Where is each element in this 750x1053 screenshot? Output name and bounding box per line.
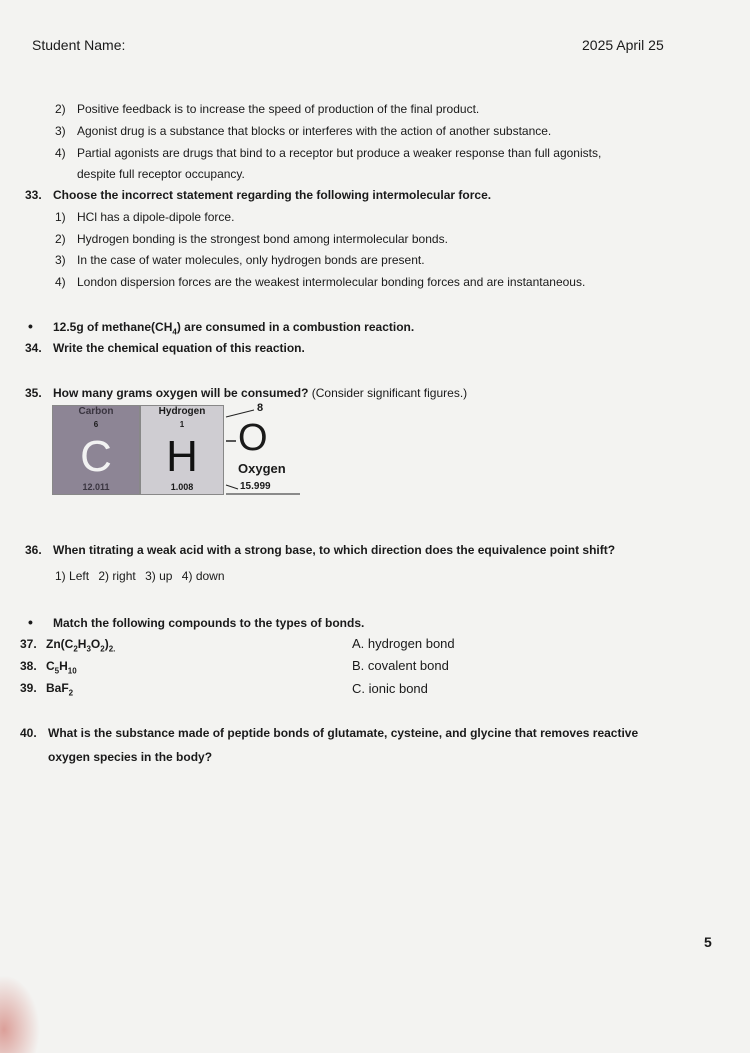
methane-statement [28,318,414,336]
question-33 [25,188,491,202]
element-symbol: O [238,417,268,459]
question-number: 37. [20,637,37,651]
option-number: 2) [55,102,66,116]
bullet-icon: • [28,318,33,334]
question-text: How many grams oxygen will be consumed? [53,386,309,400]
prev-option-4 [55,146,601,160]
atomic-number: 6 [93,420,99,429]
methane-subscript: 4 [172,327,177,337]
question-35 [25,386,467,400]
q33-option-4 [55,275,585,289]
tile-edge-line [226,410,254,417]
option-text: down [195,569,225,583]
hydrogen-tile [140,405,224,495]
bullet-icon: • [28,614,33,630]
option-text: Partial agonists are drugs that bind to a receptor but produce a weaker response than full agonists, [77,146,602,160]
prev-option-3 [55,124,551,138]
question-number: 34. [25,341,42,355]
q33-option-2 [55,232,448,246]
option-number: 4) [181,569,193,583]
question-38 [20,659,77,675]
option-number: 3) [55,124,66,138]
option-text: up [159,569,173,583]
option-number: 2) [98,569,110,583]
answer-c: C. ionic bond [352,681,428,696]
question-number: 33. [25,188,42,202]
question-note: (Consider significant figures.) [311,386,468,400]
question-number: 36. [25,543,42,557]
element-name: Hydrogen [158,406,206,417]
tile-edge-line [226,485,238,489]
option-number: 1) [55,569,66,583]
question-number: 40. [20,726,37,740]
atomic-number: 1 [179,420,185,429]
prev-option-2 [55,102,479,116]
option-text: In the case of water molecules, only hydrogen bonds are present. [77,253,425,267]
oxygen-tile [224,402,302,495]
option-text: London dispersion forces are the weakest intermolecular bonding forces and are instantaneous. [77,275,586,289]
page-number: 5 [704,934,712,950]
question-number: 35. [25,386,42,400]
option-number: 3) [55,253,66,267]
atomic-number: 8 [257,402,264,414]
compound-formula: $C_5H_{10}$ [46,659,77,676]
option-text: Agonist drug is a substance that blocks or interferes with the action of another substance. [77,124,552,138]
matching-instruction [28,614,364,630]
question-39 [20,681,73,697]
periodic-table-fragment [52,402,302,495]
atomic-mass: 1.008 [170,482,194,492]
answer-a: A. hydrogen bond [352,636,455,651]
option-text: Left [69,569,90,583]
question-40 [20,726,638,740]
element-symbol: H [166,432,198,481]
option-text: right [112,569,136,583]
instruction-text: Match the following compounds to the types of bonds. [53,616,365,630]
option-text: Positive feedback is to increase the speed of production of the final product. [77,102,480,116]
option-number: 2) [55,232,66,246]
option-number: 3) [145,569,156,583]
question-number: 39. [20,681,37,695]
q36-options [55,569,225,583]
answer-b: B. covalent bond [352,658,449,673]
atomic-mass: 15.999 [240,481,271,492]
question-text: When titrating a weak acid with a strong base, to which direction does the equivalence point shift? [53,543,616,557]
option-number: 4) [55,146,66,160]
carbon-tile [52,405,140,495]
question-text: Write the chemical equation of this reaction. [53,341,305,355]
element-symbol: C [80,432,112,481]
question-text: Choose the incorrect statement regarding the following intermolecular force. [53,188,492,202]
student-name-label: Student Name: [32,37,126,53]
atomic-mass: 12.011 [82,482,110,492]
question-34 [25,341,305,355]
methane-text-post: ) are consumed in a combustion reaction. [176,320,415,334]
q33-option-3 [55,253,425,267]
question-37 [20,637,115,653]
question-text: What is the substance made of peptide bonds of glutamate, cysteine, and glycine that removes reactive [48,726,639,740]
q33-option-1 [55,210,234,224]
question-number: 38. [20,659,37,673]
option-number: 1) [55,210,66,224]
element-name: Carbon [78,406,114,417]
compound-formula: BaF$_2$ [46,681,74,698]
option-text: HCl has a dipole-dipole force. [77,210,235,224]
option-number: 4) [55,275,66,289]
exam-date: 2025 April 25 [582,37,664,53]
compound-formula: $Zn(C_2H_3O_2)_{2.}$ [46,637,116,654]
option-text: Hydrogen bonding is the strongest bond among intermolecular bonds. [77,232,448,246]
question-36 [25,543,615,557]
prev-option-4-continued: despite full receptor occupancy. [77,167,245,181]
element-name: Oxygen [238,461,286,476]
question-40-continued: oxygen species in the body? [48,750,213,764]
methane-text-pre: 12.5g of methane(CH [53,320,173,334]
finger-smudge [0,975,40,1053]
